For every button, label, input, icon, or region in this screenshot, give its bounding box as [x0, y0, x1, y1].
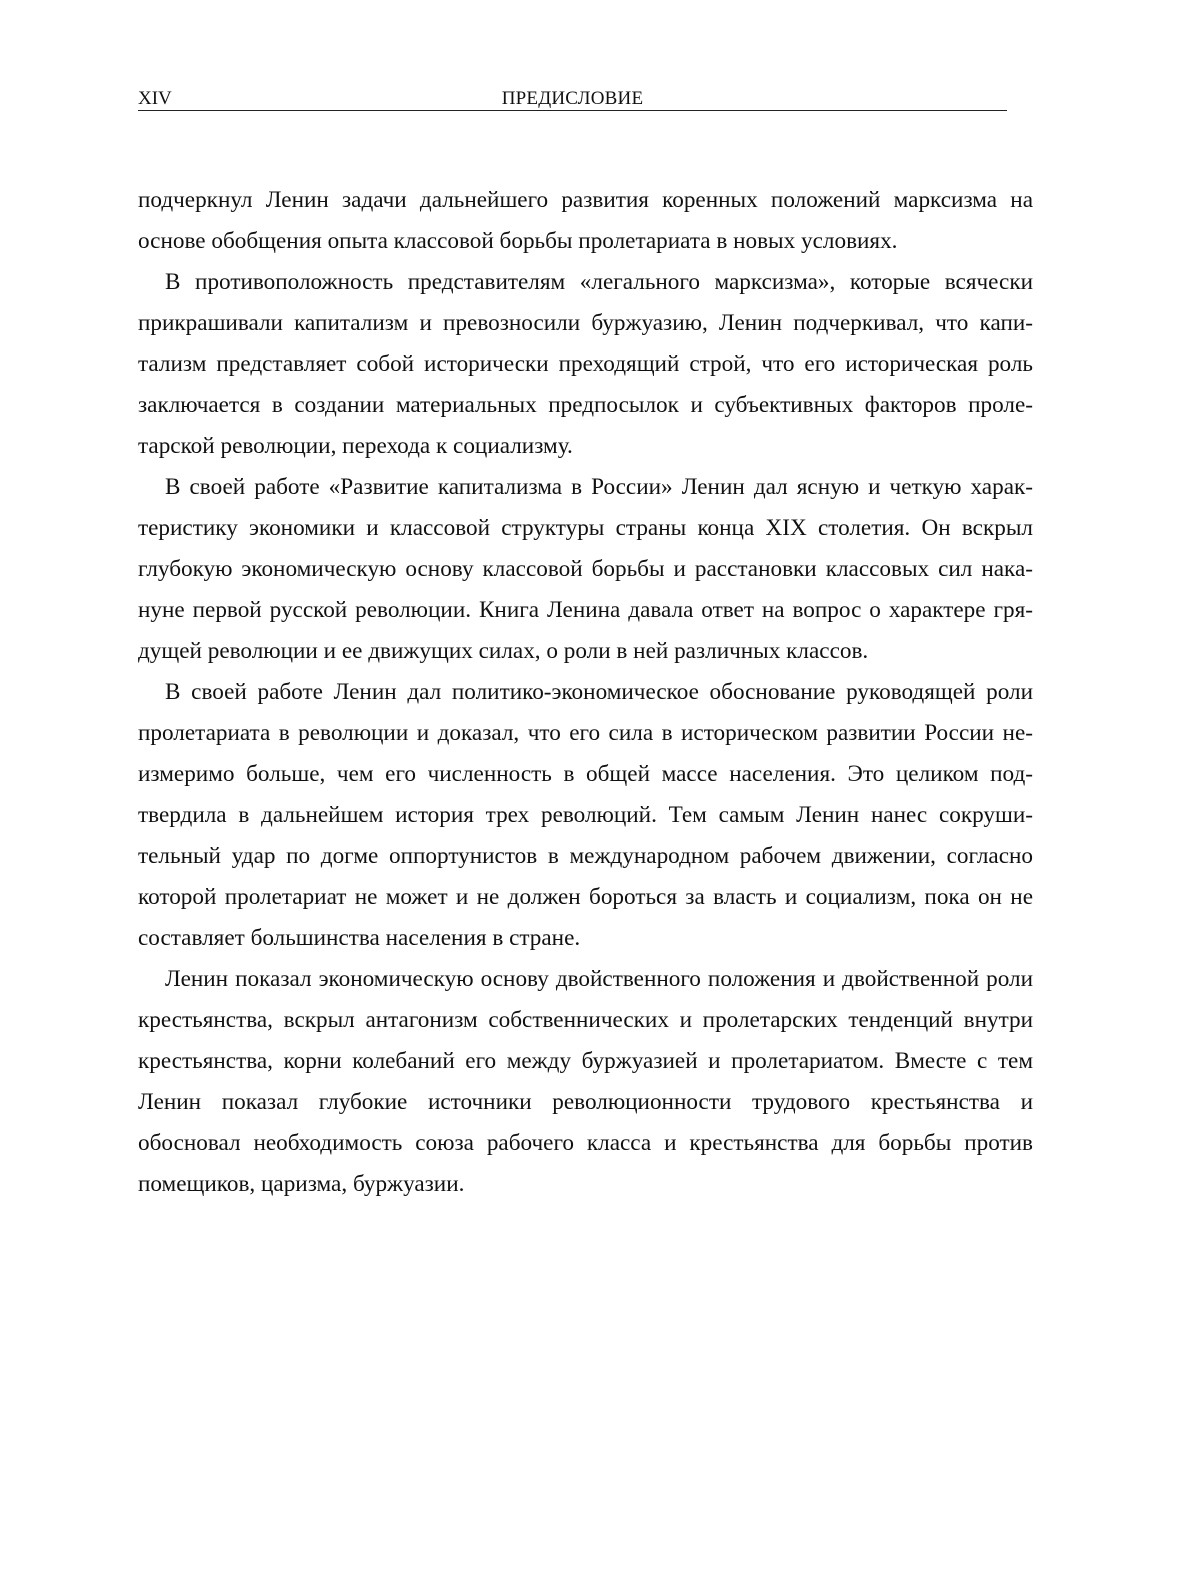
- page-number: XIV: [138, 88, 172, 109]
- body-text: [138, 180, 1033, 1205]
- paragraph-1: подчеркнул Ленин задачи дальнейшего развития коренных положений марксизма на основе обобщения опыта классовой борьбы пролетариата в новых условиях.: [138, 187, 1033, 254]
- paragraph-3: В своей работе «Развитие капитализма в России» Ленин дал ясную и четкую характеристику экономики и классовой структуры страны конца XIX столетия. Он вскрыл глубокую экономическую основу классовой борьбы и расстановки классовых сил накануне первой русской революции. Книга Ленина давала ответ на вопрос о характере грядущей революции и ее движущих силах, о роли в ней различных классов.: [138, 474, 1033, 664]
- paragraph-5: Ленин показал экономическую основу двойственного положения и двойственной роли крестьянства, вскрыл антагонизм собственнических и пролетарских тенденций внутри крестьянства, корни колебаний его между буржуазией и пролетариатом. Вместе с тем Ленин показал глубокие источники революционности трудового крестьянства и обосновал необходимость союза рабочего класса и крестьянства для борьбы против помещиков, царизма, буржуазии.: [138, 966, 1033, 1197]
- running-header: [138, 88, 1007, 111]
- paragraph-4: В своей работе Ленин дал политико-экономическое обоснование руководящей роли пролетариата в революции и доказал, что его сила в историческом развитии России неизмеримо больше, чем его численность в общей массе населения. Это целиком подтвердила в дальнейшем история трех революций. Тем самым Ленин нанес сокрушительный удар по догме оппортунистов в международном рабочем движении, согласно которой пролетариат не может и не должен бороться за власть и социализм, пока он не составляет большинства населения в стране.: [138, 679, 1033, 951]
- paragraph-2: В противоположность представителям «легального марксизма», которые всячески прикрашивали капитализм и превозносили буржуазию, Ленин подчеркивал, что капитализм представляет собой исторически преходящий строй, что его историческая роль заключается в создании материальных предпосылок и субъективных факторов пролетарской революции, перехода к социализму.: [138, 269, 1033, 459]
- running-title: ПРЕДИСЛОВИЕ: [501, 88, 644, 109]
